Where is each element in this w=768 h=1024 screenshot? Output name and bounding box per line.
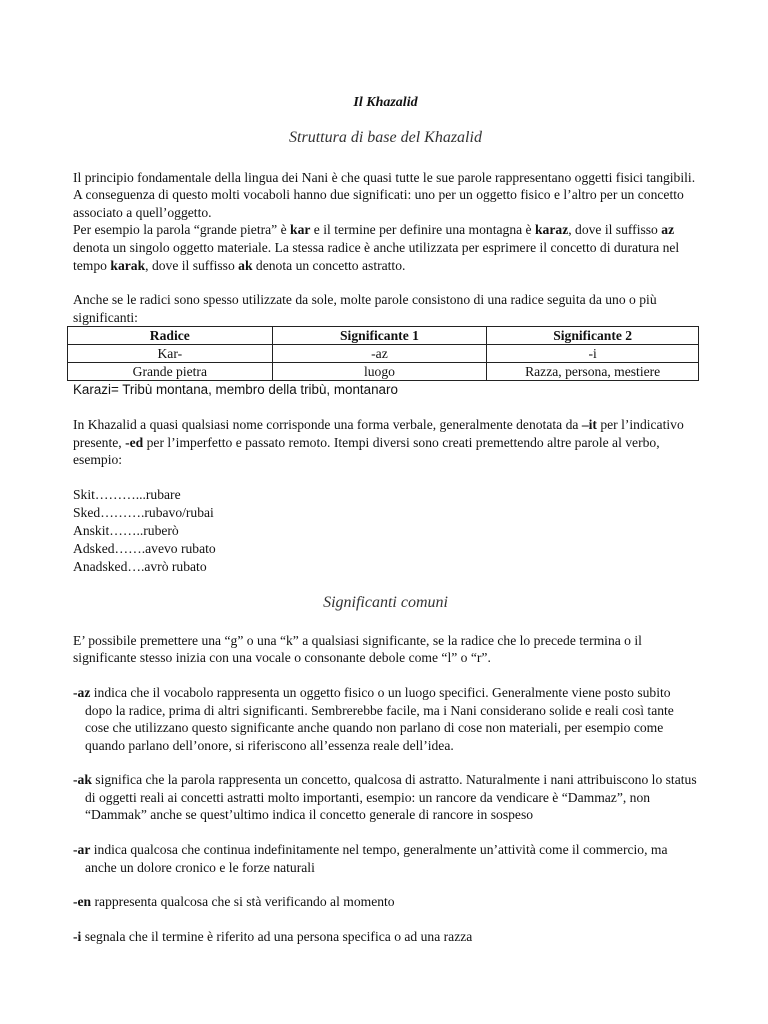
list-item: Skit………...rubare bbox=[73, 486, 181, 502]
table-row bbox=[68, 345, 699, 363]
term-karaz: karaz bbox=[535, 222, 569, 238]
table-row bbox=[68, 363, 699, 381]
document-page bbox=[73, 94, 698, 945]
karazi-definition: Karazi= Tribù montana, membro della tribù, montanaro bbox=[73, 382, 398, 398]
term-kar: kar bbox=[290, 222, 311, 238]
significant-entry-ar bbox=[73, 841, 698, 876]
gk-note-paragraph: E’ possibile premettere una “g” o una “k” a qualsiasi significante, se la radice che lo precede termina o il significante stesso inizia con una vocale o consonante debole come “l” o “r”. bbox=[73, 632, 642, 666]
verbs-paragraph bbox=[73, 416, 698, 469]
conjugation-list bbox=[73, 486, 698, 576]
suffix-ed: -ed bbox=[125, 434, 144, 450]
list-item: Sked……….rubavo/rubai bbox=[73, 504, 214, 520]
text-run: per l’indicativo presente, bbox=[73, 416, 684, 450]
table-cell: Razza, persona, mestiere bbox=[487, 363, 699, 381]
table-header-cell: Significante 2 bbox=[487, 327, 699, 345]
text-run: , dove il suffisso bbox=[145, 257, 239, 273]
significant-entry-en bbox=[73, 893, 698, 911]
table-cell: Grande pietra bbox=[68, 363, 273, 381]
significant-key: -en bbox=[73, 894, 92, 910]
text-run: per l’imperfetto e passato remoto. Itempi diversi sono creati premettendo altre parole al verbo, esempio: bbox=[73, 434, 660, 468]
significant-key: -az bbox=[73, 684, 91, 700]
table-header-cell: Significante 1 bbox=[272, 327, 487, 345]
text-run: denota un singolo oggetto materiale. La stessa radice è anche utilizzata per esprimere il concetto di duratura nel tempo bbox=[73, 239, 680, 273]
text-run: , dove il suffisso bbox=[568, 222, 662, 238]
section-title-significants: Significanti comuni bbox=[323, 593, 448, 611]
significant-text: significa che la parola rappresenta un concetto, qualcosa di astratto. Naturalmente i nani attribuiscono lo status di oggetti reali ai concetti astratti molto importanti, esempio: un rancore da vendicare è “Dammaz”, non “Dammak” anche se quest’ultimo indica il concetto generale di rancore in sospeso bbox=[85, 772, 697, 823]
roots-intro-paragraph: Anche se le radici sono spesso utilizzate da sole, molte parole consistono di una radice seguita da uno o più significanti: bbox=[73, 292, 657, 325]
list-item: Anskit……..ruberò bbox=[73, 522, 179, 538]
significant-key: -ak bbox=[73, 772, 92, 788]
roots-table bbox=[67, 326, 699, 381]
term-az: az bbox=[661, 222, 675, 238]
document-title: Il Khazalid bbox=[353, 95, 418, 110]
intro-paragraph-2 bbox=[73, 221, 698, 274]
text-run: e il termine per definire una montagna è bbox=[310, 222, 535, 238]
significant-key: -i bbox=[73, 928, 82, 944]
table-cell: Kar- bbox=[68, 345, 273, 363]
term-ak: ak bbox=[238, 257, 253, 273]
table-cell: -i bbox=[487, 345, 699, 363]
table-cell: luogo bbox=[272, 363, 487, 381]
significant-text: rappresenta qualcosa che si stà verificando al momento bbox=[91, 894, 395, 910]
text-run: In Khazalid a quasi qualsiasi nome corrisponde una forma verbale, generalmente denotata da bbox=[73, 416, 582, 432]
significant-text: segnala che il termine è riferito ad una persona specifica o ad una razza bbox=[81, 928, 473, 944]
significant-entry-i bbox=[73, 928, 698, 946]
significant-entry-ak bbox=[73, 771, 698, 824]
table-header-row bbox=[68, 327, 699, 345]
table-cell: -az bbox=[272, 345, 487, 363]
significant-key: -ar bbox=[73, 842, 91, 858]
significant-entry-az bbox=[73, 684, 698, 754]
suffix-it: –it bbox=[581, 416, 597, 432]
significant-text: indica che il vocabolo rappresenta un oggetto fisico o un luogo specifici. Generalmente viene posto subito dopo la radice, prima di altri significanti. Sembrerebbe facile, ma i Nani considerano solide e reali così tante cose che utilizzano questo significante anche quando non parlano di cose non materiali, per esempio come quando parlano dell’onore, si riferiscono all’essenza reale dell’idea. bbox=[85, 684, 674, 753]
list-item: Adsked…….avevo rubato bbox=[73, 540, 216, 556]
text-run: Per esempio la parola “grande pietra” è bbox=[73, 222, 291, 238]
intro-paragraph-1: Il principio fondamentale della lingua dei Nani è che quasi tutte le sue parole rappresentano oggetti fisici tangibili. A conseguenza di questo molti vocaboli hanno due significati: uno per un oggetto fisico e l’altro per un concetto associato a quell’oggetto. bbox=[73, 169, 696, 220]
term-karak: karak bbox=[110, 257, 146, 273]
text-run: denota un concetto astratto. bbox=[252, 257, 406, 273]
significant-text: indica qualcosa che continua indefinitamente nel tempo, generalmente un’attività come il commercio, ma anche un dolore cronico e le forze naturali bbox=[85, 842, 668, 875]
table-header-cell: Radice bbox=[68, 327, 273, 345]
section-title-structure: Struttura di base del Khazalid bbox=[289, 128, 482, 146]
list-item: Anadsked….avrò rubato bbox=[73, 558, 207, 574]
